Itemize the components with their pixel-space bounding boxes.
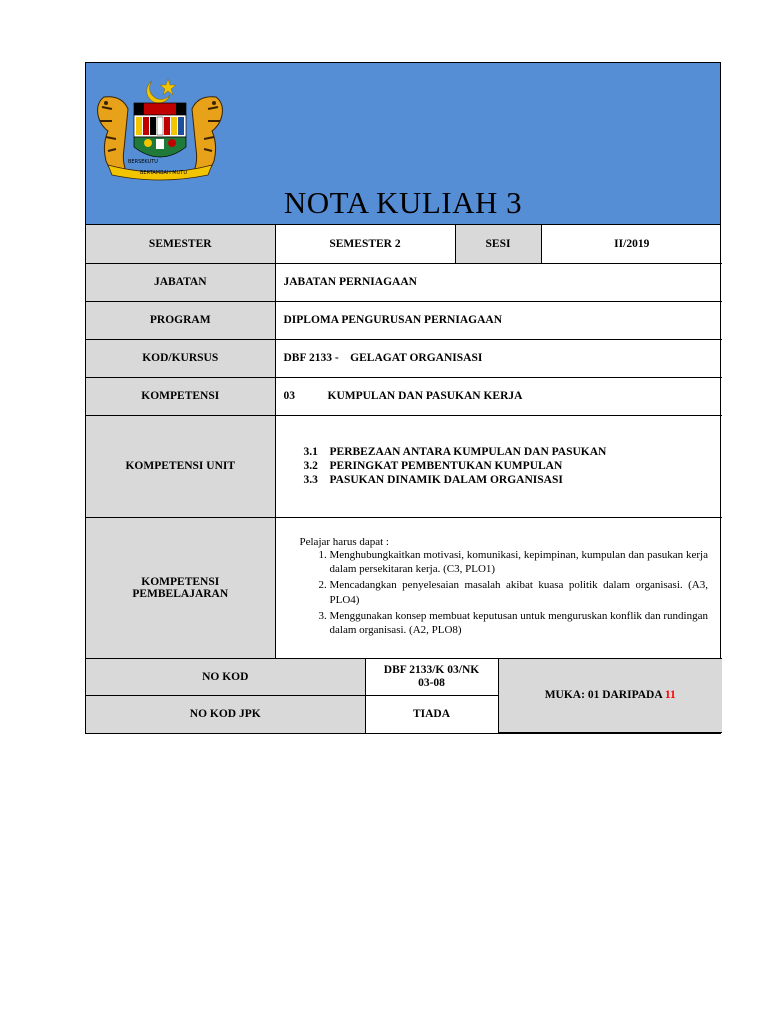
kompetensi-text: KUMPULAN DAN PASUKAN KERJA <box>327 390 523 402</box>
kompetensi-label: KOMPETENSI <box>86 377 275 415</box>
kod-kursus-value <box>275 339 722 377</box>
program-value: DIPLOMA PENGURUSAN PERNIAGAAN <box>275 301 722 339</box>
program-row <box>86 301 722 339</box>
kompetensi-row <box>86 377 722 415</box>
sesi-value: II/2019 <box>541 225 722 263</box>
lecture-note-document <box>85 62 721 734</box>
list-item: 3.1 PERBEZAAN ANTARA KUMPULAN DAN PASUKAN <box>303 446 607 458</box>
learning-outcomes-cell <box>275 517 722 658</box>
kod-kursus-row <box>86 339 722 377</box>
semester-value: SEMESTER 2 <box>275 225 455 263</box>
kompetensi-pembelajaran-label: KOMPETENSI PEMBELAJARAN <box>86 517 275 658</box>
learning-intro: Pelajar harus dapat : <box>299 535 389 548</box>
semester-row <box>86 225 722 263</box>
list-item: 2. Mencadangkan penyelesaian masalah akibat kuasa politik dalam organisasi. (A3, PLO4) <box>330 578 709 607</box>
kompetensi-pembelajaran-row <box>86 517 722 658</box>
semester-label: SEMESTER <box>86 225 275 263</box>
document-title: NOTA KULIAH 3 <box>283 185 523 220</box>
kod-kursus-label: KOD/KURSUS <box>86 339 275 377</box>
malaysia-coat-of-arms-icon <box>90 77 230 187</box>
jabatan-label: JABATAN <box>86 263 275 301</box>
crest-motto-bottom: BERTAMBAH MUTU <box>140 170 187 176</box>
no-kod-row <box>86 659 722 696</box>
learning-outcomes-list <box>300 548 709 638</box>
course-info-table <box>86 225 722 659</box>
kompetensi-unit-list <box>284 446 715 486</box>
page-count: MUKA: 01 DARIPADA 11 <box>498 659 722 733</box>
kompetensi-unit-list-cell <box>275 415 722 517</box>
jabatan-row <box>86 263 722 301</box>
jabatan-value: JABATAN PERNIAGAAN <box>275 263 722 301</box>
course-name: GELAGAT ORGANISASI <box>350 352 483 364</box>
crest-motto-left: BERSEKUTU <box>128 159 158 165</box>
no-kod-value: DBF 2133/K 03/NK 03-08 <box>365 659 498 696</box>
page-total: 11 <box>664 689 676 702</box>
kompetensi-value <box>275 377 722 415</box>
list-item: 3.3 PASUKAN DINAMIK DALAM ORGANISASI <box>303 474 563 486</box>
list-item: 1. Menghubungkaitkan motivasi, komunikasi, kepimpinan, kumpulan dan pasukan kerja dalam persekitaran kerja. (C3, PLO1) <box>330 548 709 577</box>
program-label: PROGRAM <box>86 301 275 339</box>
no-kod-jpk-label: NO KOD JPK <box>86 696 365 733</box>
code-info-table <box>86 659 722 734</box>
course-code: DBF 2133 - <box>283 352 339 364</box>
no-kod-label: NO KOD <box>86 659 365 696</box>
kompetensi-unit-label: KOMPETENSI UNIT <box>86 415 275 517</box>
document-header <box>86 63 720 225</box>
sesi-label: SESI <box>455 225 541 263</box>
no-kod-jpk-value: TIADA <box>365 696 498 733</box>
kompetensi-number: 03 <box>283 390 295 402</box>
list-item: 3.2 PERINGKAT PEMBENTUKAN KUMPULAN <box>303 460 563 472</box>
list-item: 3. Menggunakan konsep membuat keputusan untuk menguruskan konflik dan rundingan dalam organisasi. (A2, PLO8) <box>330 609 709 638</box>
kompetensi-unit-row <box>86 415 722 517</box>
